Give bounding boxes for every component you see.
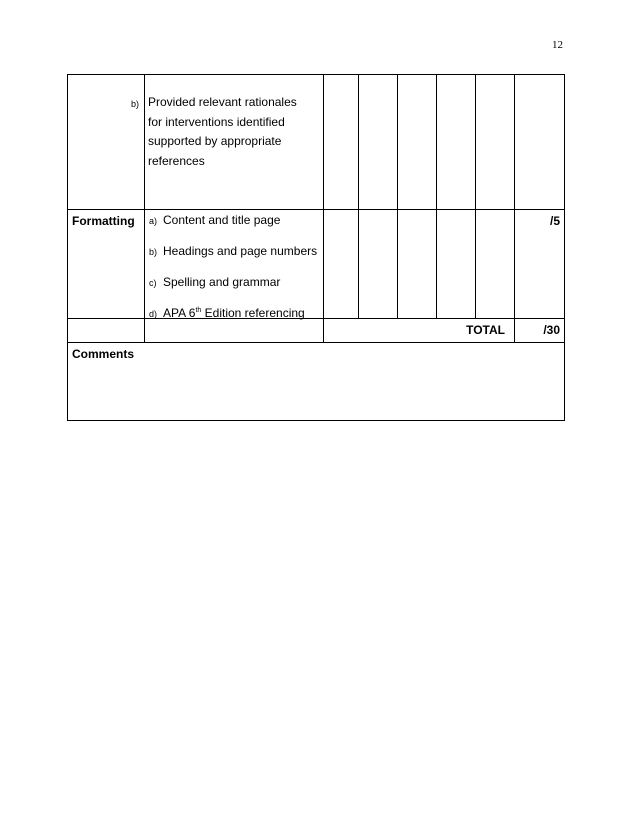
criterion-text: Provided relevant rationales for interventions identified supported by appropriate references [148,95,297,168]
rating-cell [359,210,398,319]
criterion-text: Spelling and grammar [163,275,281,289]
criteria-cell [145,210,324,319]
rating-cell [324,75,359,210]
rubric-table [67,74,565,421]
rating-cell [437,210,476,319]
comments-label: Comments [68,343,565,421]
table-row [68,210,565,319]
rating-cell [398,75,437,210]
criteria-cell [145,319,324,343]
table-row [68,75,565,210]
criteria-cell [131,75,324,210]
criterion-text-part: Edition referencing [201,306,305,320]
rating-cell [476,210,515,319]
criterion-letter: b) [131,99,140,109]
rating-cell [437,75,476,210]
superscript: th [195,307,202,314]
criterion-text-part: APA 6 [163,306,196,320]
criterion-text [163,306,305,320]
table-row [68,319,565,343]
score-cell [515,75,565,210]
criterion-letter: c) [149,278,157,288]
criterion-letter: b) [149,247,158,257]
page-number: 12 [552,39,563,51]
total-score: /30 [515,319,565,343]
criterion-letter: a) [149,216,158,226]
rating-cell [359,75,398,210]
table-row [68,343,565,421]
rating-cell [324,210,359,319]
category-cell [68,319,145,343]
criterion-text: Headings and page numbers [163,244,318,258]
category-cell [68,75,145,210]
rating-cell [476,75,515,210]
total-label: TOTAL [324,319,515,343]
score-formatting: /5 [515,210,565,319]
criterion-letter: d) [149,309,158,319]
criterion-text: Content and title page [163,213,281,227]
rating-cell [398,210,437,319]
category-formatting: Formatting [68,210,145,319]
